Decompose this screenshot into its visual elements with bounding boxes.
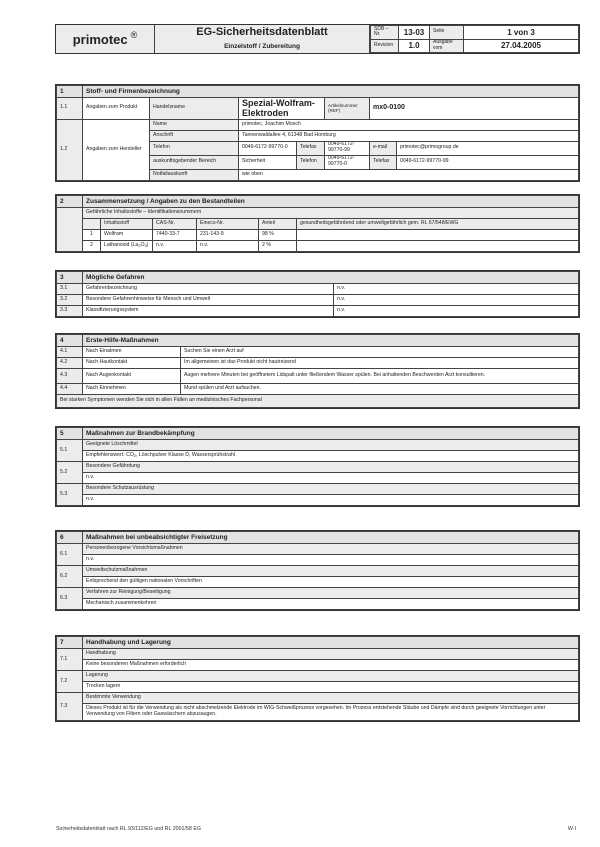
item-number: 4.1 (57, 347, 83, 358)
item-label: Personenbezogene Vorsichtsmaßnahmen (83, 544, 579, 555)
item-value-text: Empfehlenswert: CO (86, 452, 134, 459)
email-label: e-mail (370, 141, 397, 155)
page-label: Seite (430, 26, 464, 40)
logo-text: primotec (72, 31, 128, 47)
table-row (57, 358, 579, 369)
section-6 (55, 530, 580, 611)
item-number: 4.4 (57, 384, 83, 395)
item-label: Besondere Gefährdung (83, 462, 579, 473)
section-5 (55, 426, 580, 507)
substance-text: ) (146, 242, 149, 249)
share: 98 % (259, 230, 297, 241)
item-value: n.v. (83, 555, 579, 566)
table-row (57, 230, 579, 241)
emergency-value: wie oben (239, 169, 579, 180)
article-number-value: mx0-0100 (370, 98, 579, 120)
info-fax-value: 0049-6172-99770-99 (397, 155, 579, 169)
company-logo (56, 25, 155, 53)
item-number: 3.3 (57, 306, 83, 317)
address-label: Anschrift (150, 130, 239, 141)
sdb-value: 13-03 (399, 26, 430, 40)
item-label: Geeignete Löschmittel (83, 440, 579, 451)
page-value: 1 von 3 (464, 26, 579, 40)
substance: Wolfram (101, 230, 153, 241)
table-row (57, 295, 579, 306)
issue-date-value: 27.04.2005 (464, 39, 579, 53)
trade-name-label: Handelsname (150, 98, 239, 120)
emergency-label: Notfallauskunft (150, 169, 239, 180)
name-value: primotec, Joachim Mosch (239, 119, 579, 130)
section-title: Mögliche Gefahren (83, 272, 579, 284)
document-title-block (155, 25, 370, 53)
section-number: 6 (57, 532, 83, 544)
first-aid-note: Bei starken Symptomen wenden Sie sich in allen Fällen an medizinisches Fachpersonal (57, 395, 579, 408)
item-number: 1.2 (57, 119, 83, 180)
item-value: n.v. (334, 306, 579, 317)
subscript: 2 (133, 454, 136, 459)
column-header-share: Anteil (259, 219, 297, 230)
section-number: 3 (57, 272, 83, 284)
table-row (57, 384, 579, 395)
section-title: Maßnahmen bei unbeabsichtigter Freisetzung (83, 532, 579, 544)
cas-number: 7440-33-7 (153, 230, 197, 241)
section-number-spacer (57, 208, 83, 252)
item-value: n.v. (83, 473, 579, 484)
item-label: Nach Einatmen (83, 347, 181, 358)
page-footer (56, 826, 576, 832)
item-label: Klassifizierungssystem (83, 306, 334, 317)
name-label: Name (150, 119, 239, 130)
info-fax-label: Telefax (370, 155, 397, 169)
cas-number: n.v. (153, 241, 197, 252)
table-row (57, 369, 579, 384)
section-4 (55, 333, 580, 409)
item-label: Nach Einnehmen (83, 384, 181, 395)
footer-regulation-text: Sicherheitsdatenblatt nach RL 93/112/EG und RL 2001/58 EG (56, 826, 201, 832)
item-label: Gefahrenbezeichnung (83, 284, 334, 295)
section-3 (55, 270, 580, 318)
document-subtitle: Einzelstoff / Zubereitung (224, 42, 300, 50)
item-number: 6.2 (57, 566, 83, 588)
table-row (57, 284, 579, 295)
item-value: Entsprechend den gültigen nationalen Vorschriften (83, 577, 579, 588)
info-department-label: auskunftsgebender Bereich (150, 155, 239, 169)
section-1 (55, 84, 580, 182)
item-number: 1.1 (57, 98, 83, 120)
substance (101, 241, 153, 252)
item-value: n.v. (334, 284, 579, 295)
item-value: Im allgemeinen ist das Produkt nicht hautreizend (181, 358, 579, 369)
item-label: Nach Augenkontakt (83, 369, 181, 384)
footer-code: W-I (567, 826, 576, 832)
item-label: Besondere Gefahrenhinweise für Mensch und Umwelt (83, 295, 334, 306)
substance-text: O (140, 242, 145, 249)
sdb-label: SDB – Nr. (371, 26, 399, 40)
hazard (297, 241, 579, 252)
phone-label: Telefon (150, 141, 239, 155)
share: 2 % (259, 241, 297, 252)
revision-label: Revision (371, 39, 399, 53)
revision-value: 1.0 (399, 39, 430, 53)
fax-value: 0049-6172-99770-99 (325, 141, 370, 155)
item-value: Suchen Sie einen Arzt auf (181, 347, 579, 358)
fax-label: Telefax (297, 141, 325, 155)
item-label: Verfahren zur Reinigung/Beseitigung (83, 588, 579, 599)
item-value: Dieses Produkt ist für die Verwendung als nicht abschmelzende Elektrode im WIG-Schweißprozess vorgesehen. Im Prozess entstehende Stäube und Dämpfe sind durch geeignete Vorrichtungen unter Verwendung von Filtern oder Gaswäschern abzusaugen. (83, 704, 579, 721)
item-number: 7.2 (57, 671, 83, 693)
item-number: 4.2 (57, 358, 83, 369)
document-header (55, 24, 580, 54)
einecs-number: n.v. (197, 241, 259, 252)
section-number: 7 (57, 637, 83, 649)
address-value: Tannenwaldallee 4, 61348 Bad Homburg (239, 130, 579, 141)
hazard (297, 230, 579, 241)
section-number: 4 (57, 335, 83, 347)
item-value-text: , Löschpulver Klasse D, Wassersprühstrahl (135, 452, 235, 459)
manufacturer-info-label: Angaben zum Hersteller (83, 119, 150, 180)
phone-value: 0049-6172-99770-0 (239, 141, 297, 155)
document-meta (370, 25, 579, 53)
item-value: Mund spülen und Arzt aufsuchen. (181, 384, 579, 395)
section-title: Maßnahmen zur Brandbekämpfung (83, 428, 579, 440)
section-title: Stoff- und Firmenbezeichnung (83, 86, 579, 98)
section-number: 1 (57, 86, 83, 98)
item-number: 7.3 (57, 693, 83, 721)
section-number: 2 (57, 196, 83, 208)
item-number: 6.1 (57, 544, 83, 566)
item-value: Trocken lagern (83, 682, 579, 693)
table-row (57, 306, 579, 317)
item-number: 4.3 (57, 369, 83, 384)
item-number: 7.1 (57, 649, 83, 671)
item-number: 3.2 (57, 295, 83, 306)
row-number: 2 (83, 241, 101, 252)
email-link[interactable]: primotec@primogroup.de (397, 141, 579, 155)
item-number: 3.1 (57, 284, 83, 295)
hazardous-ingredients-subtitle: Gefährliche Inhaltsstoffe – Identifikationsnummern (83, 208, 579, 219)
document-title: EG-Sicherheitsdatenblatt (196, 26, 328, 38)
article-number-label: Artikelnummer (REF) (325, 98, 370, 120)
table-row (57, 241, 579, 252)
item-number: 5.3 (57, 484, 83, 506)
info-department-value: Sicherheit (239, 155, 297, 169)
column-header-cas: CAS-Nr. (153, 219, 197, 230)
substance-text: Lathanoxid (La (104, 242, 139, 249)
section-7 (55, 635, 580, 722)
einecs-number: 231-143-9 (197, 230, 259, 241)
issue-date-label: Ausgabe vom (430, 39, 464, 53)
section-title: Handhabung und Lagerung (83, 637, 579, 649)
info-phone-value: 0049-6172-99770-0 (325, 155, 370, 169)
column-header-einecs: Einecs-Nr. (197, 219, 259, 230)
column-header-substance: Inhaltsstoff (101, 219, 153, 230)
trade-name-value: Spezial-Wolfram-Elektroden (239, 98, 325, 120)
section-title: Zusammensetzung / Angaben zu den Bestandteilen (83, 196, 579, 208)
item-label: Lagerung (83, 671, 579, 682)
column-header (83, 219, 101, 230)
row-number: 1 (83, 230, 101, 241)
item-number: 6.3 (57, 588, 83, 610)
item-label: Besondere Schutzausrüstung (83, 484, 579, 495)
section-2 (55, 194, 580, 253)
item-label: Umweltschutzmaßnahmen (83, 566, 579, 577)
subscript: 3 (144, 244, 147, 249)
section-number: 5 (57, 428, 83, 440)
subscript: 2 (138, 244, 141, 249)
item-value: Mechanisch zusammenkehren (83, 599, 579, 610)
table-row (57, 347, 579, 358)
item-label: Bestimmte Verwendung (83, 693, 579, 704)
item-label: Handhabung (83, 649, 579, 660)
item-value: Keine besonderen Maßnahmen erforderlich (83, 660, 579, 671)
product-info-label: Angaben zum Produkt (83, 98, 150, 120)
item-label: Nach Hautkontakt (83, 358, 181, 369)
section-title: Erste-Hilfe-Maßnahmen (83, 335, 579, 347)
info-phone-label: Telefon (297, 155, 325, 169)
item-value: Augen mehrere Minuten bei geöffnetem Lidspalt unter fließendem Wasser spülen. Bei anhaltenden Beschwerden Arzt konsultieren. (181, 369, 579, 384)
registered-mark: ® (130, 30, 138, 40)
column-header-hazard: gesundheitsgefährdend oder umweltgefährlich gem. RL 67/548/EWG (297, 219, 579, 230)
item-number: 5.2 (57, 462, 83, 484)
item-value (83, 451, 579, 462)
item-value: n.v. (334, 295, 579, 306)
item-number: 5.1 (57, 440, 83, 462)
item-value: n.v. (83, 495, 579, 506)
